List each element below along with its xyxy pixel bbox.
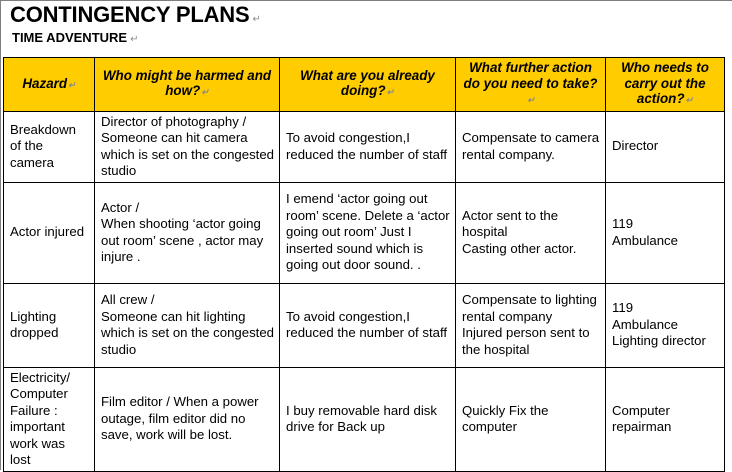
cell-who-harmed[interactable]: Actor / When shooting ‘actor going out room’ scene , actor may injure . bbox=[95, 182, 280, 283]
cell-further-action[interactable]: Compensate to lighting rental company Injured person sent to the hospital bbox=[456, 283, 606, 367]
table-row bbox=[4, 111, 725, 182]
paragraph-mark-icon: ↵ bbox=[252, 14, 261, 25]
cell-further-action[interactable]: Compensate to camera rental company. bbox=[456, 111, 606, 182]
cell-hazard[interactable]: Breakdown of the camera bbox=[4, 111, 95, 182]
cell-already-doing[interactable]: To avoid congestion,I reduced the number of staff bbox=[280, 111, 456, 182]
paragraph-mark-icon: ↵ bbox=[130, 34, 139, 45]
cell-further-action[interactable]: Actor sent to the hospital Casting other actor. bbox=[456, 182, 606, 283]
cell-further-action[interactable]: Quickly Fix the computer bbox=[456, 367, 606, 471]
document-subtitle: TIME ADVENTURE ↵ bbox=[12, 30, 139, 45]
cell-already-doing[interactable]: I emend ‘actor going out room’ scene. Delete a ‘actor going out room’ Just I inserted sound which is going out door sound. . bbox=[280, 182, 456, 283]
header-who-carries-out: Who needs to carry out the action?↵ bbox=[606, 58, 725, 112]
cell-who-carries-out[interactable]: 119 Ambulance bbox=[606, 182, 725, 283]
cell-hazard[interactable]: Actor injured bbox=[4, 182, 95, 283]
header-further-action: What further action do you need to take?↵ bbox=[456, 58, 606, 112]
cell-who-carries-out[interactable]: Director bbox=[606, 111, 725, 182]
cell-hazard[interactable]: Electricity/ Computer Failure : important work was lost bbox=[4, 367, 95, 471]
header-already-doing: What are you already doing?↵ bbox=[280, 58, 456, 112]
cell-who-harmed[interactable]: Director of photography / Someone can hit camera which is set on the congested studio bbox=[95, 111, 280, 182]
cell-who-harmed[interactable]: All crew / Someone can hit lighting which is set on the congested studio bbox=[95, 283, 280, 367]
table-row bbox=[4, 283, 725, 367]
contingency-table bbox=[3, 57, 725, 472]
cell-who-carries-out[interactable]: Computer repairman bbox=[606, 367, 725, 471]
header-who-harmed: Who might be harmed and how?↵ bbox=[95, 58, 280, 112]
table-header-row bbox=[4, 58, 725, 112]
cell-already-doing[interactable]: To avoid congestion,I reduced the number of staff bbox=[280, 283, 456, 367]
document-title: CONTINGENCY PLANS ↵ bbox=[10, 2, 261, 27]
header-hazard: Hazard↵ bbox=[4, 58, 95, 112]
table-row bbox=[4, 367, 725, 471]
cell-hazard[interactable]: Lighting dropped bbox=[4, 283, 95, 367]
table-row bbox=[4, 182, 725, 283]
cell-who-harmed[interactable]: Film editor / When a power outage, film editor did no save, work will be lost. bbox=[95, 367, 280, 471]
cell-already-doing[interactable]: I buy removable hard disk drive for Back up bbox=[280, 367, 456, 471]
cell-who-carries-out[interactable]: 119 Ambulance Lighting director bbox=[606, 283, 725, 367]
